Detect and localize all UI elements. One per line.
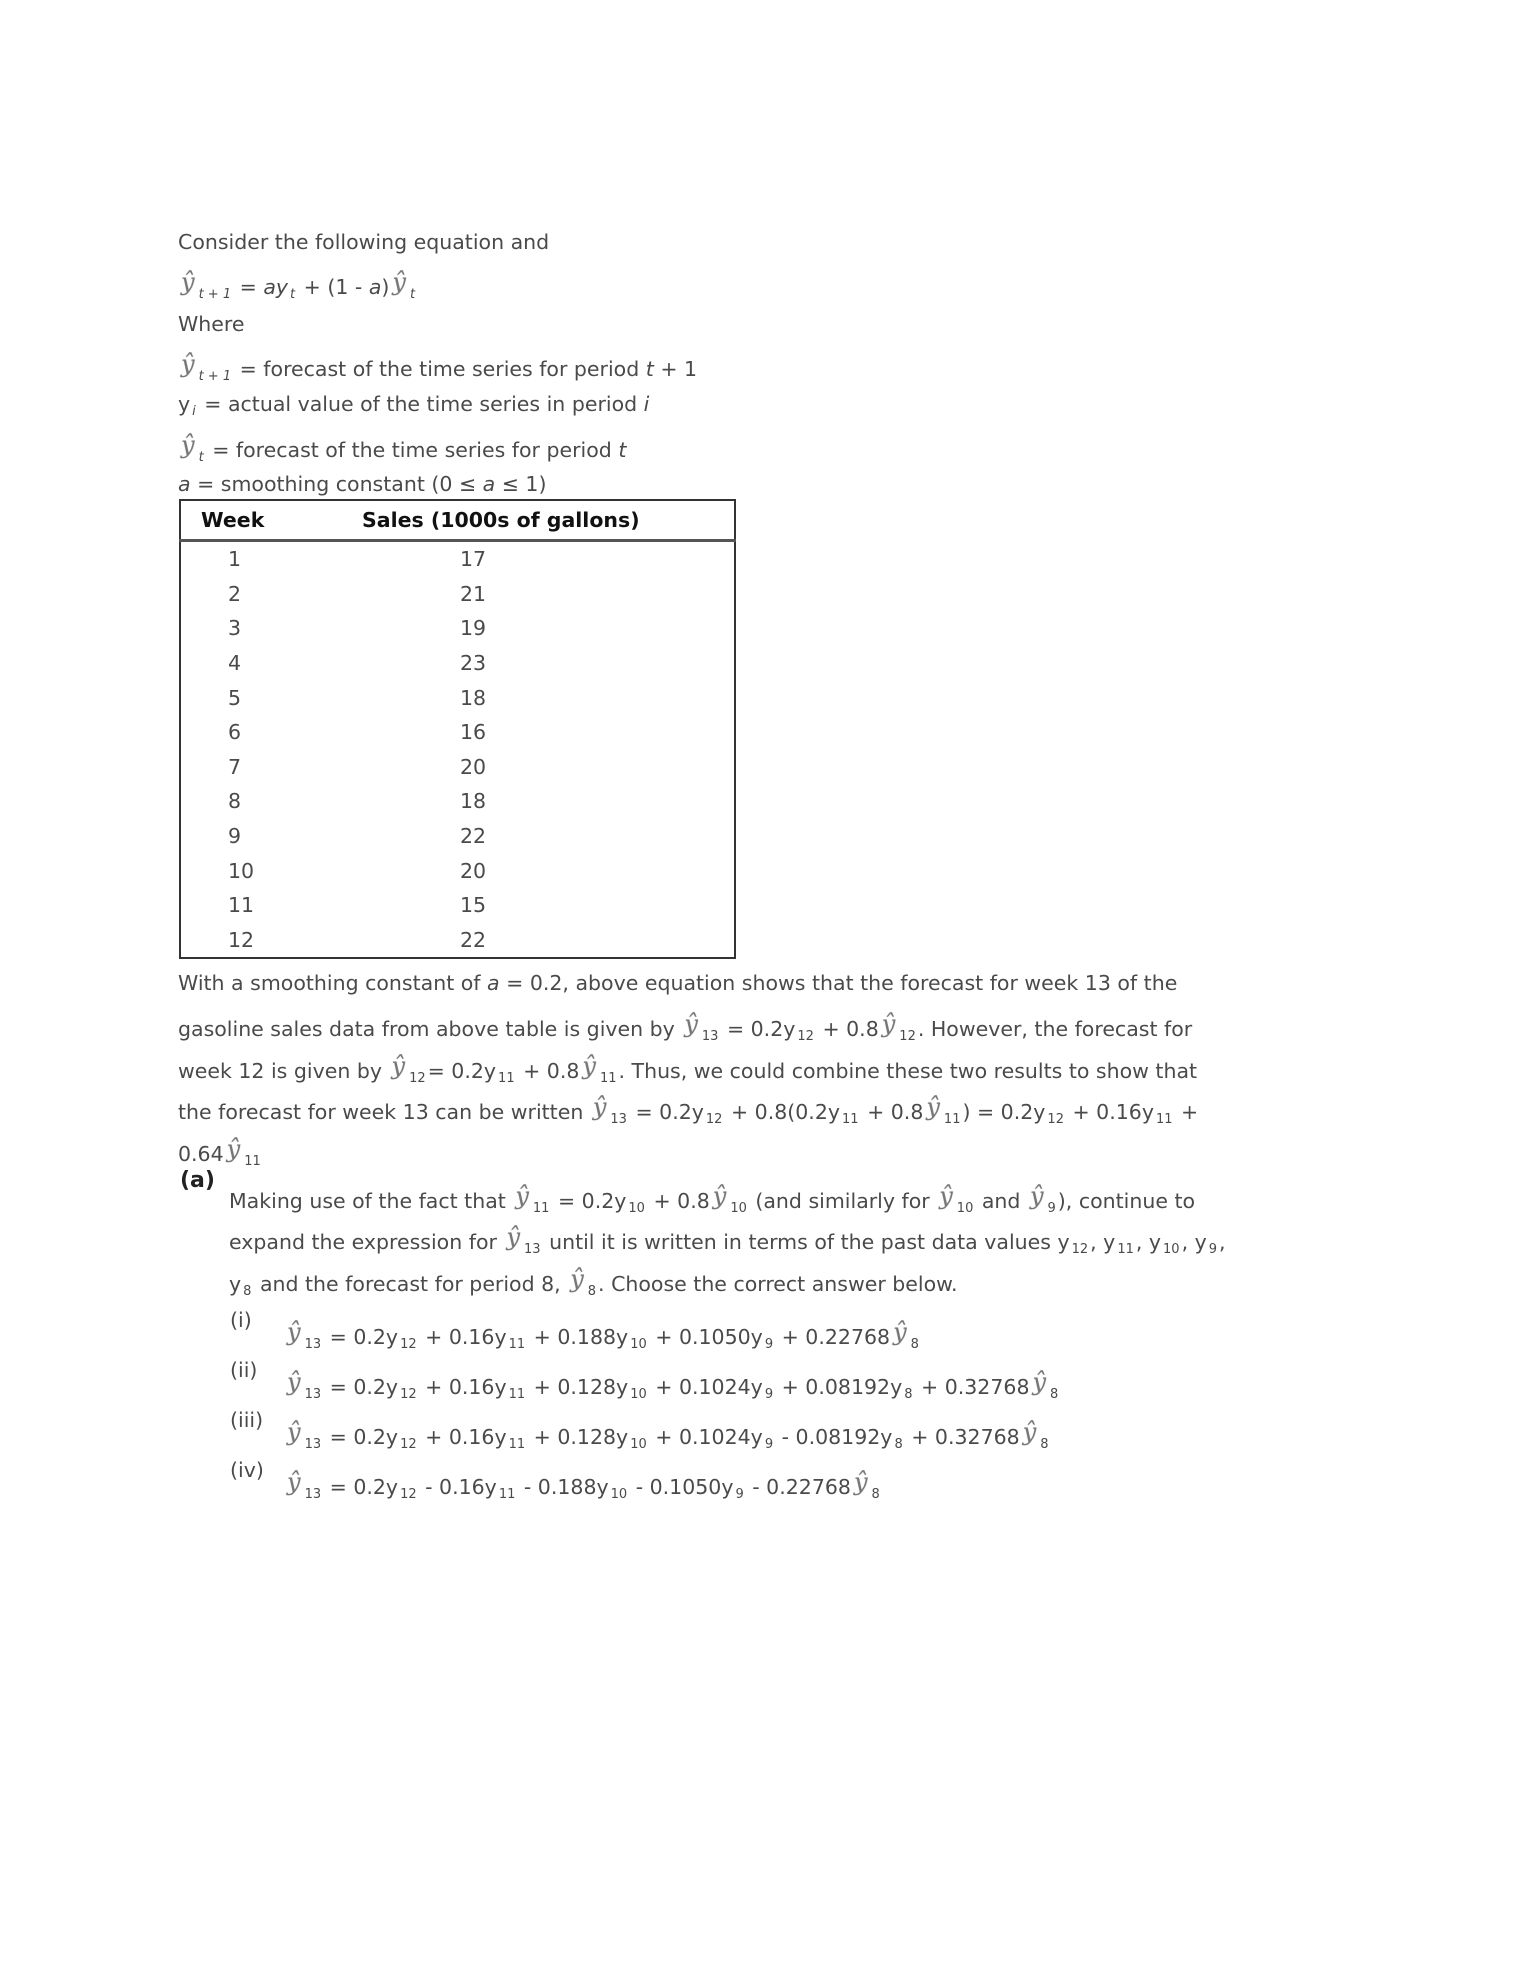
italic-symbol: t (618, 438, 627, 462)
y-hat-icon: ŷ (893, 1318, 907, 1346)
subscript: 13 (610, 1112, 627, 1127)
subscript: 8 (243, 1284, 252, 1299)
text-run: + 0.08192y (775, 1375, 903, 1399)
option-label[interactable]: (ii) (230, 1358, 258, 1382)
subscript: t (198, 450, 204, 465)
sales-cell: 19 (460, 616, 487, 641)
subscript: 12 (409, 1071, 426, 1086)
subscript: 8 (1040, 1437, 1049, 1452)
subscript: 13 (304, 1387, 322, 1402)
text-run: - 0.08192y (775, 1425, 893, 1449)
y-hat-icon: ŷ (226, 1135, 241, 1163)
table-row (180, 750, 735, 785)
table-row (180, 853, 735, 888)
y-hat-icon: ŷ (1022, 1418, 1037, 1446)
y-hat-icon: ŷ (1032, 1368, 1047, 1396)
option-equation[interactable] (284, 1368, 1060, 1409)
intro-line (178, 350, 697, 391)
text-run: y (178, 392, 191, 416)
option-equation[interactable] (284, 1418, 1051, 1459)
column-header-week: Week (180, 500, 322, 541)
italic-symbol: a (482, 472, 496, 496)
subscript: 9 (764, 1387, 774, 1402)
text-run: = forecast of the time series for period (205, 438, 619, 462)
y-hat-icon: ŷ (684, 1010, 698, 1038)
text-run: = forecast of the time series for period (233, 357, 646, 381)
subscript: 10 (730, 1201, 747, 1216)
subscript: 11 (498, 1071, 515, 1086)
subscript: 13 (304, 1337, 322, 1352)
subscript: 8 (871, 1487, 880, 1502)
paragraph-line (178, 1010, 1192, 1051)
text-run: ) (381, 275, 390, 299)
subscript: i (192, 404, 196, 419)
intro-line (178, 470, 546, 498)
sales-cell: 21 (460, 581, 487, 606)
paragraph-line (178, 969, 1177, 997)
subscript: t + 1 (198, 369, 232, 384)
text-run: Where (178, 312, 245, 336)
y-hat-icon: ŷ (570, 1265, 584, 1293)
subscript: 13 (701, 1029, 719, 1044)
question-label: (a) (180, 1168, 215, 1193)
subscript: 11 (1117, 1242, 1134, 1257)
text-run: + 0.16y (418, 1325, 507, 1349)
text-run: the forecast for week 13 can be written (178, 1100, 590, 1124)
y-hat-icon: ŷ (181, 431, 195, 459)
text-run: 0.64 (178, 1142, 224, 1166)
italic-symbol: a (368, 275, 382, 299)
text-run: + 0.128y (527, 1375, 629, 1399)
text-run: , y (1090, 1230, 1116, 1254)
sales-cell: 20 (460, 858, 487, 883)
subscript: 12 (400, 1387, 417, 1402)
question-line (229, 1265, 958, 1306)
y-hat-icon: ŷ (181, 350, 195, 378)
subscript: 12 (400, 1487, 417, 1502)
week-cell: 11 (228, 893, 255, 918)
subscript: 11 (1155, 1112, 1173, 1127)
subscript: 13 (524, 1242, 541, 1257)
text-run: = 0.2y (323, 1325, 399, 1349)
week-cell: 6 (228, 720, 242, 745)
text-run: = 0.2y (323, 1475, 399, 1499)
question-line (229, 1182, 1195, 1223)
text-run: + 0.128y (527, 1425, 629, 1449)
table-header-row (180, 500, 735, 541)
text-run: Making use of the fact that (229, 1189, 513, 1213)
text-run: + 1 (653, 357, 698, 381)
option-label[interactable]: (iii) (230, 1408, 264, 1432)
paragraph-line (178, 1052, 1197, 1093)
subscript: 11 (498, 1487, 516, 1502)
y-hat-icon: ŷ (181, 268, 195, 296)
subscript: t + 1 (198, 287, 232, 302)
text-run: = 0.2, above equation shows that the forecast for week 13 of the (499, 971, 1178, 995)
subscript: 9 (764, 1437, 774, 1452)
week-cell: 8 (228, 789, 242, 814)
text-run: . Choose the correct answer below. (598, 1272, 958, 1296)
y-hat-icon: ŷ (592, 1093, 607, 1121)
y-hat-icon: ŷ (287, 1418, 301, 1446)
intro-line (178, 268, 417, 309)
subscript: 12 (705, 1112, 723, 1127)
text-run: (and similarly for (748, 1189, 937, 1213)
text-run: gasoline sales data from above table is given by (178, 1017, 682, 1041)
y-hat-icon: ŷ (881, 1010, 896, 1038)
subscript: 11 (842, 1112, 859, 1127)
text-run: - 0.22768 (745, 1475, 851, 1499)
subscript: 10 (956, 1201, 974, 1216)
y-hat-icon: ŷ (391, 1052, 406, 1080)
table-row (180, 680, 735, 715)
text-run: + 0.32768 (904, 1425, 1020, 1449)
week-cell: 4 (228, 651, 242, 676)
y-hat-icon: ŷ (287, 1318, 301, 1346)
italic-symbol: a (487, 971, 500, 995)
intro-line (178, 431, 626, 472)
sales-cell: 22 (460, 927, 487, 952)
text-run: = 0.2y (720, 1017, 796, 1041)
subscript: 12 (400, 1337, 417, 1352)
text-run: = 0.2y (323, 1375, 399, 1399)
text-run: + 0.8 (646, 1189, 710, 1213)
subscript: 10 (610, 1487, 628, 1502)
intro-line (178, 228, 549, 256)
text-run: + 0.16y (1065, 1100, 1154, 1124)
y-hat-icon: ŷ (287, 1368, 301, 1396)
sales-cell: 23 (460, 651, 487, 676)
text-run: + 0.8 (815, 1017, 879, 1041)
week-cell: 2 (228, 581, 242, 606)
italic-symbol: a (178, 472, 191, 496)
subscript: 12 (797, 1029, 814, 1044)
option-equation[interactable] (284, 1468, 882, 1509)
week-cell: 5 (228, 685, 242, 710)
sales-cell: 18 (460, 685, 487, 710)
option-label[interactable]: (iv) (230, 1458, 264, 1482)
subscript: 13 (304, 1437, 322, 1452)
y-hat-icon: ŷ (392, 268, 406, 296)
y-hat-icon: ŷ (515, 1182, 529, 1210)
subscript: 9 (1047, 1201, 1056, 1216)
table-row (180, 577, 735, 612)
subscript: 10 (1163, 1242, 1180, 1257)
text-run: + 0.16y (418, 1375, 507, 1399)
subscript: 8 (894, 1437, 903, 1452)
table-row (180, 819, 735, 854)
subscript: t (290, 287, 296, 302)
text-run: . Thus, we could combine these two results to show that (618, 1059, 1198, 1083)
subscript: 11 (599, 1071, 617, 1086)
intro-line (178, 310, 244, 338)
option-equation[interactable] (284, 1318, 921, 1359)
sales-cell: 18 (460, 789, 487, 814)
week-cell: 9 (228, 824, 242, 849)
week-cell: 7 (228, 754, 242, 779)
text-run: week 12 is given by (178, 1059, 389, 1083)
text-run: = (233, 275, 264, 299)
sales-cell: 20 (460, 754, 487, 779)
y-hat-icon: ŷ (1029, 1182, 1044, 1210)
text-run: ≤ 1) (495, 472, 547, 496)
subscript: 8 (1050, 1387, 1059, 1402)
text-run: + (1 - (297, 275, 369, 299)
text-run: , y (1181, 1230, 1207, 1254)
subscript: 12 (1071, 1242, 1089, 1257)
week-cell: 1 (228, 547, 242, 572)
option-label[interactable]: (i) (230, 1308, 252, 1332)
text-run: until it is written in terms of the past data values y (542, 1230, 1070, 1254)
subscript: 9 (1208, 1242, 1218, 1257)
text-run: = 0.2y (323, 1425, 399, 1449)
subscript: t (409, 287, 416, 302)
intro-line (178, 390, 649, 426)
subscript: 12 (899, 1029, 916, 1044)
week-cell: 10 (228, 858, 255, 883)
subscript: 9 (764, 1337, 774, 1352)
text-run: and the forecast for period 8, (253, 1272, 568, 1296)
subscript: 12 (400, 1437, 417, 1452)
subscript: 11 (508, 1387, 526, 1402)
week-cell: 3 (228, 616, 242, 641)
table-row (180, 646, 735, 681)
column-header-sales: Sales (1000s of gallons) (322, 500, 735, 541)
y-hat-icon: ŷ (853, 1468, 868, 1496)
text-run: + 0.1024y (648, 1375, 763, 1399)
sales-cell: 22 (460, 824, 487, 849)
text-run: , y (1135, 1230, 1162, 1254)
table-row (180, 611, 735, 646)
text-run: - 0.188y (517, 1475, 609, 1499)
subscript: 8 (910, 1337, 919, 1352)
text-run: + 0.1050y (648, 1325, 763, 1349)
y-hat-icon: ŷ (582, 1052, 596, 1080)
subscript: 10 (630, 1437, 647, 1452)
text-run: expand the expression for (229, 1230, 504, 1254)
subscript: 9 (735, 1487, 744, 1502)
text-run: + 0.22768 (775, 1325, 891, 1349)
text-run: - 0.1050y (629, 1475, 734, 1499)
sales-cell: 16 (460, 720, 487, 745)
subscript: 10 (630, 1337, 647, 1352)
paragraph-line (178, 1093, 1198, 1134)
text-run: = 0.2y (551, 1189, 627, 1213)
text-run: = 0.2y (427, 1059, 497, 1083)
text-run: y (229, 1272, 242, 1296)
text-run: = 0.2y (628, 1100, 704, 1124)
text-run: ) = 0.2y (962, 1100, 1046, 1124)
sales-table (179, 499, 736, 959)
question-line (229, 1223, 1226, 1264)
subscript: 11 (943, 1112, 961, 1127)
italic-symbol: ay (263, 275, 289, 299)
table-row (180, 888, 735, 923)
text-run: and (975, 1189, 1027, 1213)
text-run: = actual value of the time series in period (197, 392, 644, 416)
y-hat-icon: ŷ (506, 1223, 521, 1251)
table-row (180, 923, 735, 959)
y-hat-icon: ŷ (712, 1182, 727, 1210)
text-run: = smoothing constant (0 ≤ (190, 472, 483, 496)
subscript: 12 (1047, 1112, 1064, 1127)
subscript: 13 (304, 1487, 322, 1502)
text-run: + 0.8 (516, 1059, 580, 1083)
y-hat-icon: ŷ (926, 1093, 940, 1121)
text-run: + (1174, 1100, 1199, 1124)
subscript: 11 (244, 1154, 261, 1169)
text-run: ), continue to (1057, 1189, 1196, 1213)
subscript: 11 (508, 1437, 526, 1452)
subscript: 11 (508, 1337, 526, 1352)
subscript: 10 (628, 1201, 645, 1216)
table-row (180, 541, 735, 577)
y-hat-icon: ŷ (287, 1468, 301, 1496)
text-run: Consider the following equation and (178, 230, 550, 254)
week-cell: 12 (228, 927, 255, 952)
subscript: 11 (532, 1201, 550, 1216)
text-run: + 0.188y (527, 1325, 629, 1349)
text-run: , (1219, 1230, 1226, 1254)
text-run: . However, the forecast for (917, 1017, 1193, 1041)
text-run: + 0.16y (418, 1425, 507, 1449)
italic-symbol: t (645, 357, 654, 381)
sales-cell: 15 (460, 893, 487, 918)
italic-symbol: i (643, 392, 650, 416)
subscript: 8 (587, 1284, 597, 1299)
sales-cell: 17 (460, 547, 487, 572)
text-run: + 0.8(0.2y (724, 1100, 840, 1124)
subscript: 10 (630, 1387, 647, 1402)
subscript: 8 (904, 1387, 913, 1402)
y-hat-icon: ŷ (939, 1182, 953, 1210)
text-run: - 0.16y (418, 1475, 497, 1499)
table-row (180, 715, 735, 750)
text-run: + 0.1024y (648, 1425, 763, 1449)
text-run: + 0.32768 (914, 1375, 1030, 1399)
text-run: With a smoothing constant of (178, 971, 488, 995)
text-run: + 0.8 (860, 1100, 924, 1124)
table-row (180, 784, 735, 819)
